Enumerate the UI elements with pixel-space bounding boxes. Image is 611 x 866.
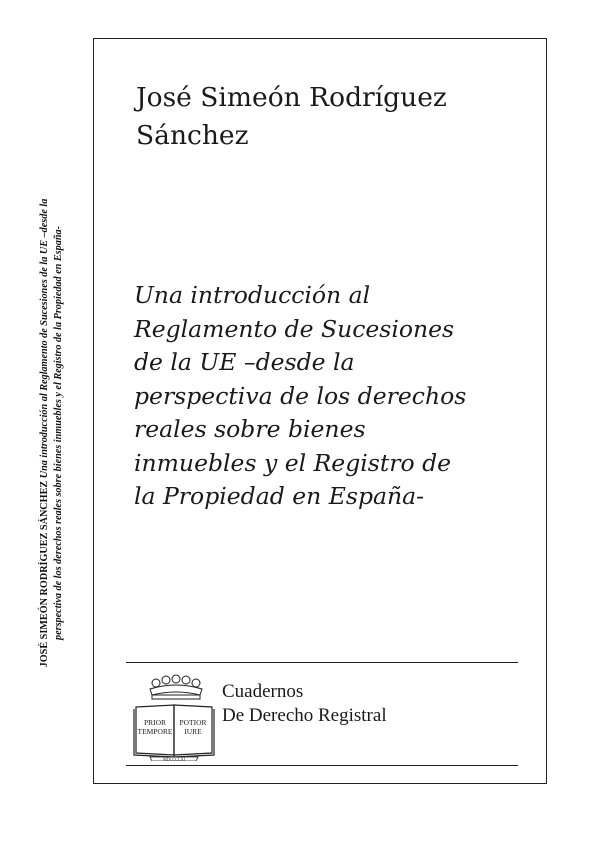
series-line: Cuadernos — [222, 681, 304, 702]
title-line: Una introducción al — [134, 281, 371, 309]
title-line: de la UE –desde la — [134, 348, 355, 376]
logo-left-text-1: PRIOR — [143, 718, 167, 727]
spine-line-2: perspectiva de los derechos reales sobre bienes inmuebles y el Registro de la Propiedad en España- — [53, 226, 64, 640]
book-cover — [93, 38, 547, 784]
registry-emblem-logo — [130, 669, 218, 761]
title-line: Reglamento de Sucesiones — [134, 314, 455, 343]
author-name — [136, 79, 516, 155]
book-spine — [38, 73, 74, 793]
title-line: inmuebles y el Registro de — [134, 448, 452, 477]
logo-left-text-2: TEMPORE — [137, 727, 173, 736]
divider-top — [126, 662, 518, 663]
logo-right-text-2: IURE — [184, 727, 202, 736]
divider-bottom — [126, 765, 518, 766]
spine-line-1 — [38, 73, 52, 793]
title-line: reales sobre bienes — [134, 415, 366, 443]
spine-author: JOSÉ SIMEÓN RODRÍGUEZ SÁNCHEZ — [39, 480, 50, 668]
title-line: la Propiedad en España- — [134, 482, 425, 510]
book-title — [134, 279, 534, 514]
logo-right-text-1: POTIOR — [179, 718, 207, 727]
author-line: José Simeón Rodríguez — [136, 82, 447, 113]
crown-icon — [150, 675, 202, 699]
spine-title-part-1: Una introducción al Reglamento de Sucesiones de la UE –desde la — [39, 198, 50, 479]
title-line: perspectiva de los derechos — [134, 381, 467, 410]
series-line: De Derecho Registral — [222, 705, 387, 726]
logo-year-text: MDCCCLXI — [162, 756, 186, 761]
series-name — [222, 680, 387, 728]
author-line: Sánchez — [136, 120, 249, 151]
